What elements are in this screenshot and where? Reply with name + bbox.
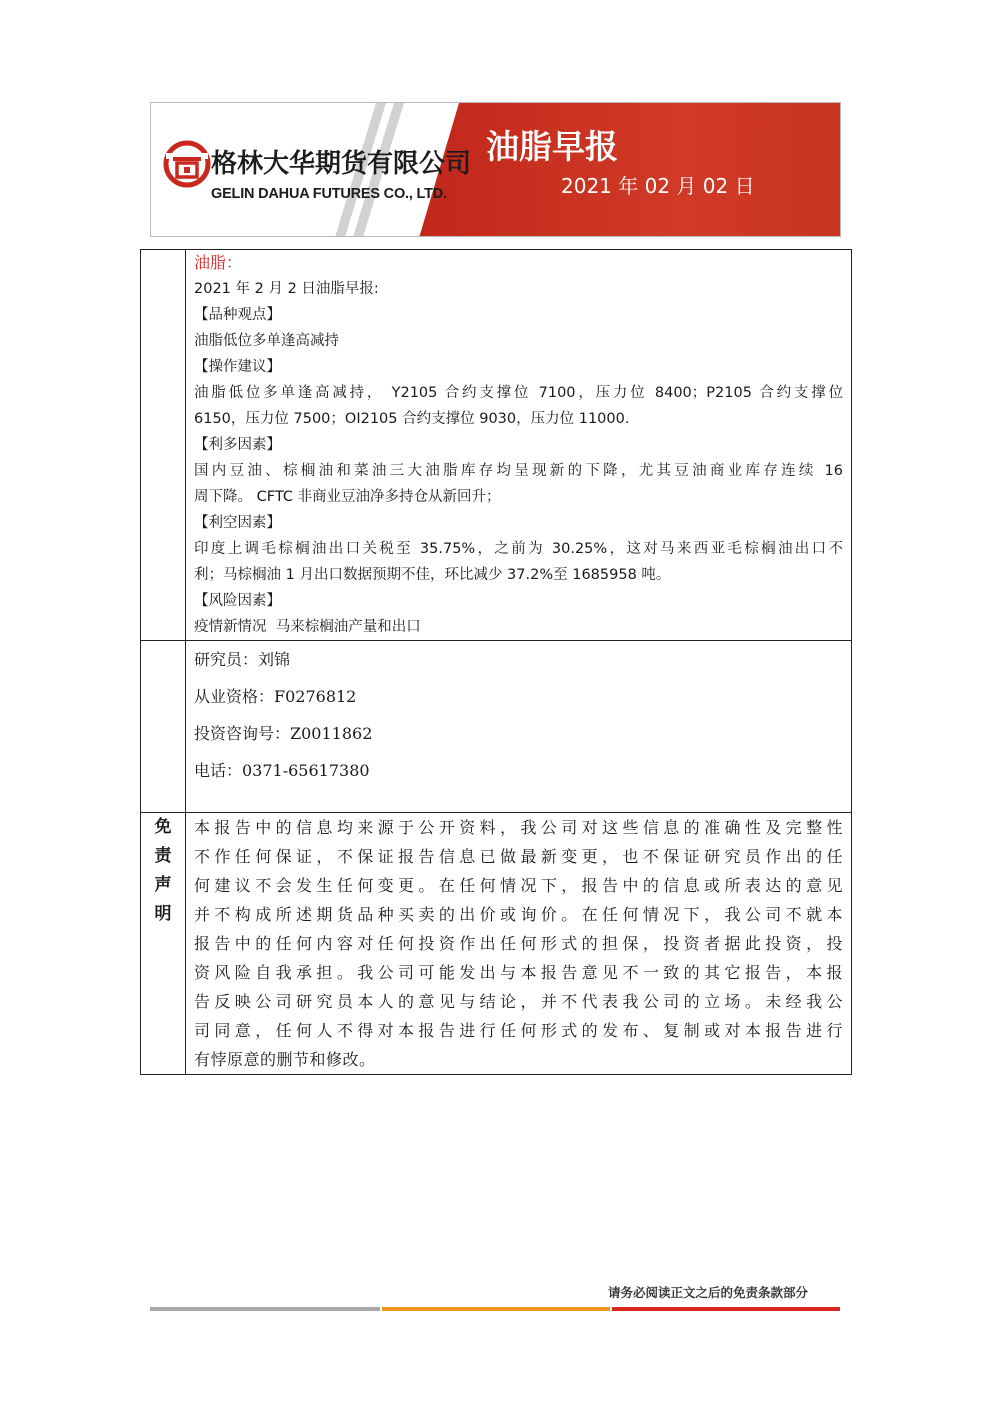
- risk-heading: 【风险因素】: [194, 593, 281, 609]
- disclaimer-label-char: 责: [154, 846, 172, 866]
- disclaimer-line: 何建议不会发生任何变更。在任何情况下，报告中的信息或所表达的意见: [194, 876, 843, 895]
- advice-line: 6150，压力位 7500；OI2105 合约支撑位 9030，压力位 11000.: [194, 411, 630, 427]
- disclaimer-line: 不作任何保证，不保证报告信息已做最新变更，也不保证研究员作出的任: [194, 847, 843, 866]
- disclaimer-label-char: 明: [154, 904, 172, 924]
- footer-bar-grey: [150, 1307, 380, 1311]
- section-heading-oil: 油脂：: [194, 253, 243, 272]
- disclaimer-line: 本报告中的信息均来源于公开资料，我公司对这些信息的准确性及完整性: [194, 818, 843, 837]
- researcher-name: 研究员：刘锦: [194, 650, 291, 669]
- footer-color-bar: [150, 1307, 840, 1311]
- disclaimer-line: 报告中的任何内容对任何投资作出任何形式的担保，投资者据此投资，投: [194, 934, 843, 953]
- disclaimer-row: [141, 813, 852, 1075]
- phone-number: 电话：0371-65617380: [194, 761, 370, 780]
- qualification-number: 从业资格：F0276812: [194, 687, 357, 706]
- advice-heading: 【操作建议】: [194, 359, 281, 375]
- disclaimer-text: [186, 813, 852, 1075]
- footer-bar-orange: [382, 1307, 610, 1311]
- report-title: 油脂早报: [486, 127, 618, 166]
- disclaimer-line: 司同意，任何人不得对本报告进行任何形式的发布、复制或对本报告进行: [194, 1021, 843, 1040]
- bearish-line: 利；马棕榈油 1 月出口数据预期不佳，环比减少 37.2%至 1685958 吨。: [194, 567, 671, 583]
- bullish-line: 周下降。 CFTC 非商业豆油净多持仓从新回升；: [194, 489, 501, 505]
- contact-content: [186, 641, 852, 813]
- contact-row: [141, 641, 852, 813]
- consult-number: 投资咨询号：Z0011862: [194, 724, 373, 743]
- bearish-line: 印度上调毛棕榈油出口关税至 35.75%，之前为 30.25%，这对马来西亚毛棕榈油出口不: [194, 541, 843, 557]
- bullish-line: 国内豆油、棕榈油和菜油三大油脂库存均呈现新的下降，尤其豆油商业库存连续 16: [194, 463, 843, 479]
- report-date: 2021 年 02 月 02 日: [561, 174, 755, 198]
- disclaimer-line: 资风险自我承担。我公司可能发出与本报告意见不一致的其它报告，本报: [194, 963, 843, 982]
- footer-disclaimer-note: 请务必阅读正文之后的免责条款部分: [608, 1285, 809, 1300]
- bearish-heading: 【利空因素】: [194, 515, 281, 531]
- advice-line: 油脂低位多单逢高减持， Y2105 合约支撑位 7100，压力位 8400；P2105 合约支撑位: [194, 385, 843, 401]
- disclaimer-line: 有悖原意的删节和修改。: [194, 1050, 376, 1069]
- report-table: [140, 249, 852, 1075]
- company-name-en: GELIN DAHUA FUTURES CO., LTD.: [211, 186, 447, 202]
- disclaimer-label-char: 免: [154, 817, 172, 837]
- disclaimer-line: 并不构成所述期货品种买卖的出价或询价。在任何情况下，我公司不就本: [194, 905, 843, 924]
- report-date-line: 2021 年 2 月 2 日油脂早报:: [194, 281, 379, 297]
- oil-section-row: [141, 250, 852, 641]
- oil-section-content: [186, 250, 852, 641]
- view-heading: 【品种观点】: [194, 307, 281, 323]
- report-header-banner: [150, 102, 841, 237]
- footer-bar-red: [612, 1307, 840, 1311]
- disclaimer-line: 告反映公司研究员本人的意见与结论，并不代表我公司的立场。未经我公: [194, 992, 843, 1011]
- view-text: 油脂低位多单逢高减持: [194, 333, 339, 349]
- company-name-cn: 格林大华期货有限公司: [211, 149, 472, 179]
- bullish-heading: 【利多因素】: [194, 437, 281, 453]
- risk-text: 疫情新情况 马来棕榈油产量和出口: [194, 619, 421, 635]
- disclaimer-label-char: 声: [154, 875, 172, 895]
- contact-label-cell: [141, 641, 186, 813]
- disclaimer-label: [141, 813, 186, 1075]
- oil-section-label-cell: [141, 250, 186, 641]
